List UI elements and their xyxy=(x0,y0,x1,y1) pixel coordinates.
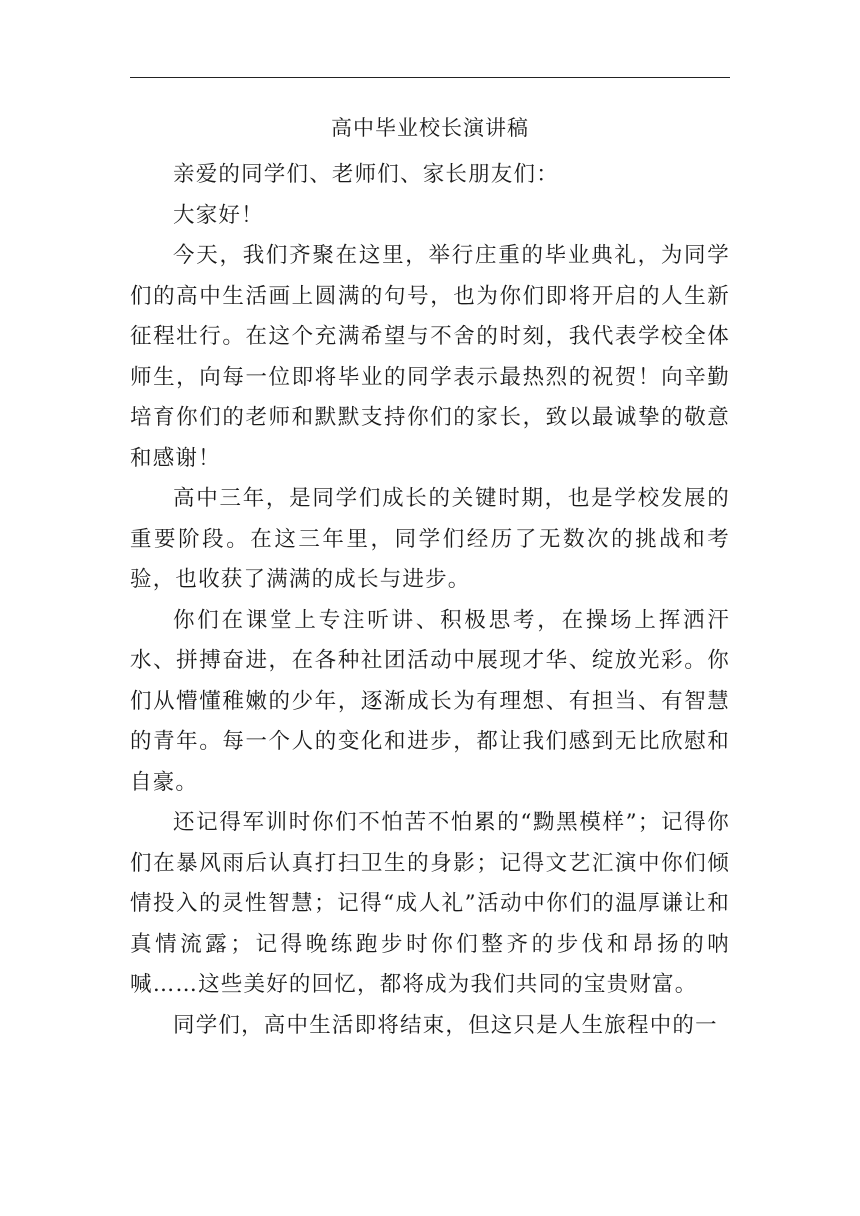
paragraph: 同学们，高中生活即将结束，但这只是人生旅程中的一 xyxy=(173,1012,718,1038)
paragraph: 高中三年，是同学们成长的关键时期，也是学校发展的重要阶段。在这三年里，同学们经历了无数次的挑战和考验，也收获了满满的成长与进步。 xyxy=(130,486,730,592)
paragraph: 你们在课堂上专注听讲、积极思考，在操场上挥洒汗水、拼搏奋进，在各种社团活动中展现才华、绽放光彩。你们从懵懂稚嫩的少年，逐渐成长为有理想、有担当、有智慧的青年。每一个人的变化和进步，都让我们感到无比欣慰和自豪。 xyxy=(130,607,730,795)
paragraph-salutation: 亲爱的同学们、老师们、家长朋友们： xyxy=(173,162,559,187)
paragraph: 今天，我们齐聚在这里，举行庄重的毕业典礼，为同学们的高中生活画上圆满的句号，也为你们即将开启的人生新征程壮行。在这个充满希望与不舍的时刻，我代表学校全体师生，向每一位即将毕业的同学表示最热烈的祝贺！向辛勤培育你们的老师和默默支持你们的家长，致以最诚挚的敬意和感谢！ xyxy=(130,243,730,471)
paragraph: 还记得军训时你们不怕苦不怕累的“黝黑模样”；记得你们在暴风雨后认真打扫卫生的身影；记得文艺汇演中你们倾情投入的灵性智慧；记得“成人礼”活动中你们的温厚谦让和真情流露；记得晚练跑步时你们整齐的步伐和昂扬的呐喊……这些美好的回忆，都将成为我们共同的宝贵财富。 xyxy=(130,810,730,997)
document-title: 高中毕业校长演讲稿 xyxy=(331,116,529,140)
paragraph-greeting: 大家好！ xyxy=(173,202,264,228)
document-body xyxy=(130,155,730,1046)
header-rule xyxy=(130,77,730,78)
